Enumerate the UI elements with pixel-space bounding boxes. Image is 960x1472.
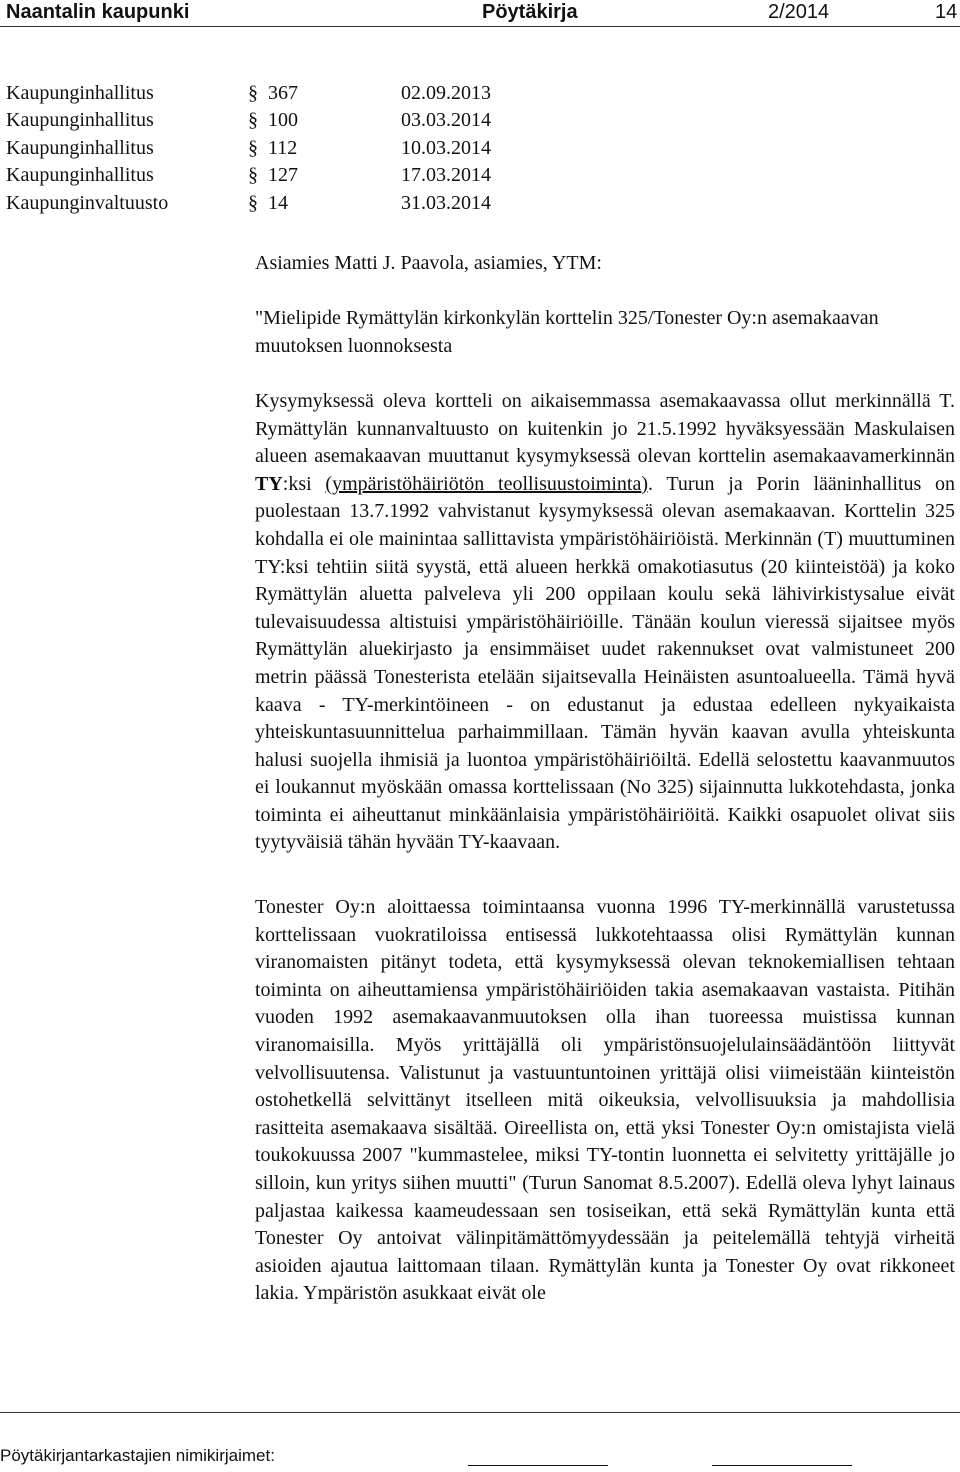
zoning-code-bold: TY bbox=[255, 472, 283, 495]
section-symbol bbox=[248, 192, 258, 215]
section-symbol bbox=[248, 82, 258, 105]
decision-section: 127 bbox=[268, 164, 298, 187]
decision-date: 10.03.2014 bbox=[401, 136, 491, 159]
section-symbol bbox=[248, 164, 258, 187]
page-number: 14 bbox=[935, 1, 958, 23]
decision-section: 14 bbox=[268, 191, 288, 214]
decision-body: Kaupunginhallitus bbox=[6, 164, 154, 187]
decision-section: 367 bbox=[268, 82, 298, 104]
signatures-label: Pöytäkirjantarkastajien nimikirjaimet: bbox=[0, 1446, 275, 1465]
decision-body: Kaupunginhallitus bbox=[6, 109, 154, 132]
document-body bbox=[255, 250, 955, 1308]
paragraph-1-text-c: . Turun ja Porin lääninhallitus on puolestaan 13.7.1992 vahvistanut kysymyksessä olevan asemakaavan. Korttelin 325 kohdalla ei ole mainintaa sallittavista ympäristöhäiriöistä. Merkinnän (T) muuttuminen TY:ksi tehtiin siitä syystä, että alueen herkkä omakotiasutus (20 kiinteistöä) ja koko Rymättylän aluetta palveleva yli 200 oppilaan koulu sekä lähivirkistysalue eivät tulevaisuudessa altistuisi ympäristöhäiriöille. Tänään koulun vieressä sijaitsee myös Rymättylän aluekirjasto ja ensimmäiset uudet rakennukset ovat valmistuneet 200 metrin päässä Tonesterista etelään sijaitsevalla Heinäisten asuntoalueella. Tämä hyvä kaava - TY-merkintöineen - on edustanut ja edustaa edelleen nykyaikaista yhteiskuntasuunnittelua parhaimmillaan. Tämän hyvän kaavan avulla yhteiskunta halusi suojella ihmisiä ja luontoa ympäristöhäiriöiltä. Edellä selostettu kaavanmuutos ei loukannut myöskään omassa korttelissaan (No 325) sijainnutta lukkotehdasta, jonka toiminta ei aiheuttanut minkäänlaisia ympäristöhäiriöitä. Kaikki osapuolet olivat siis tyytyväisiä tähän hyvään TY-kaavaan. bbox=[255, 472, 955, 854]
decision-body: Kaupunginvaltuusto bbox=[6, 191, 169, 214]
footer-divider bbox=[0, 1412, 960, 1413]
organization-name: Naantalin kaupunki bbox=[6, 1, 190, 23]
paragraph-1-text-a: Kysymyksessä oleva kortteli on aikaisemmassa asemakaavassa ollut merkinnällä T. Rymättylän kunnanvaltuusto on kuitenkin jo 21.5.1992 hyväksyessään Maskulaisen alueen asemakaavan muuttanut kysymyksessä olevan korttelin asemakaavamerkinnän bbox=[255, 389, 955, 468]
document-type: Pöytäkirja bbox=[482, 1, 578, 23]
decision-body: Kaupunginhallitus bbox=[6, 82, 154, 104]
decision-date: 31.03.2014 bbox=[401, 191, 491, 214]
opinion-title: "Mielipide Rymättylän kirkonkylän korttelin 325/Tonester Oy:n asemakaavan muutoksen luonnoksesta bbox=[255, 307, 879, 357]
paragraph-1 bbox=[255, 388, 955, 857]
decision-section: 112 bbox=[268, 136, 298, 159]
decision-date: 03.03.2014 bbox=[401, 109, 491, 132]
document-number: 2/2014 bbox=[768, 1, 830, 23]
decision-section: 100 bbox=[268, 109, 298, 132]
section-symbol bbox=[248, 137, 258, 160]
decision-body: Kaupunginhallitus bbox=[6, 136, 154, 159]
zoning-definition-underlined: (ympäristöhäiriötön teollisuustoiminta) bbox=[325, 472, 648, 495]
page-header bbox=[0, 0, 960, 27]
paragraph-2: Tonester Oy:n aloittaessa toimintaansa vuonna 1996 TY-merkinnällä varustetussa korttelissaan vuokratiloissa entisessä lukkotehtaassa olisi Rymättylän kunnan viranomaisten pitänyt todeta, että kysymyksessä olevan teknokemiallisen tehtaan toiminta on aiheuttamiensa ympäristöhäiriöiden takia asemakaavan vastaista. Pitihän vuoden 1992 asemakaavanmuutoksen olla ihan tuoreessa muistissa kunnan viranomaisilla. Myös yrittäjällä oli ympäristönsuojelulainsäädäntöön liittyvät velvollisuutensa. Valistunut ja vastuuntuntoinen yrittäjä olisi viimeistään kiinteistön ostohetkellä selvittänyt itselleen mitä oikeuksia, velvollisuuksia ja mahdollisia rasitteita asemakaava sisältää. Oireellista on, että yksi Tonester Oy:n omistajista vielä toukokuussa 2007 "kummastelee, miksi TY-tontin luonnetta ei selvitetty yrittäjälle jo silloin, kun yritys siihen muutti" (Turun Sanomat 8.5.2007). Edellä oleva lyhyt lainaus paljastaa kaikessa kaameudessaan sen tosiseikan, että sekä Rymättylän kunta että Tonester Oy antoivat välinpitämättömyydessään ja peitelemällä tehtyjä virheitä asioiden ajautua laittomaan tilaan. Rymättylän kunta ja Tonester Oy ovat rikkoneet lakia. Ympäristön asukkaat eivät ole bbox=[255, 896, 955, 1305]
decision-date: 02.09.2013 bbox=[401, 82, 491, 104]
signature-line-1 bbox=[468, 1465, 608, 1466]
signature-line-2 bbox=[712, 1465, 852, 1466]
section-symbol bbox=[248, 109, 258, 132]
sender-line: Asiamies Matti J. Paavola, asiamies, YTM: bbox=[255, 252, 602, 274]
decision-date: 17.03.2014 bbox=[401, 164, 491, 187]
paragraph-1-text-b: :ksi bbox=[282, 472, 326, 495]
